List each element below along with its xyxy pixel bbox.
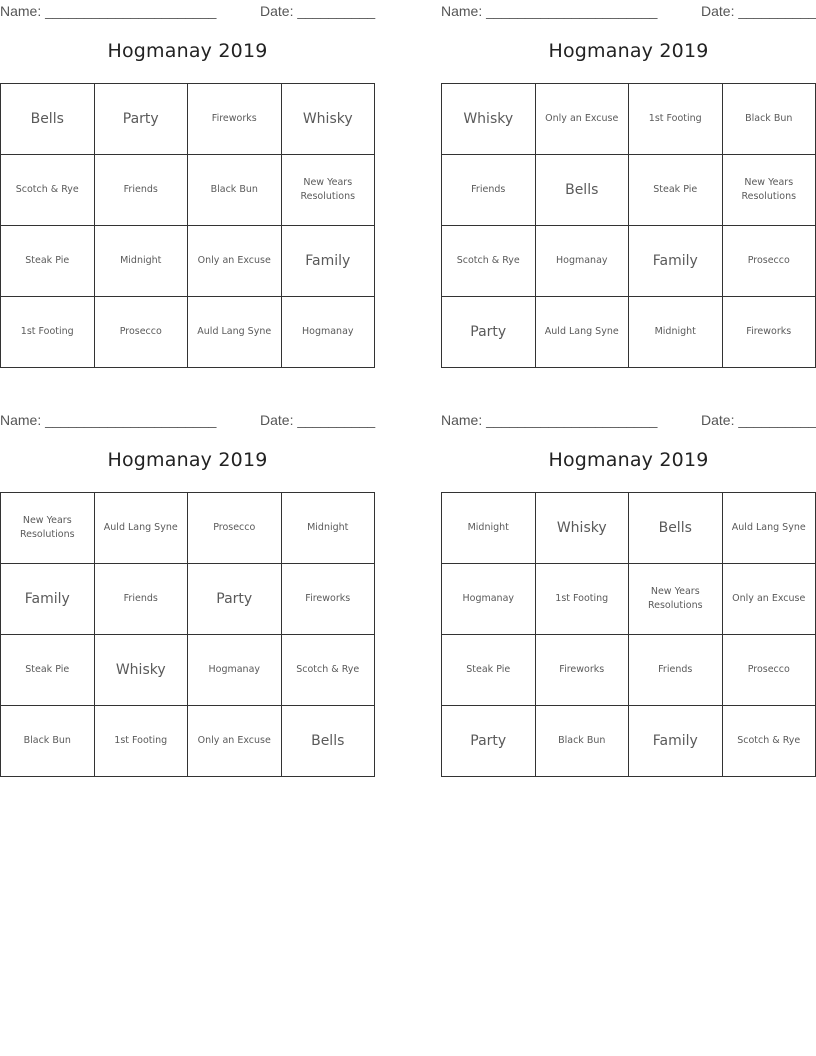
card-title: Hogmanay 2019: [107, 449, 268, 471]
bingo-grid: [0, 83, 375, 368]
bingo-cell: New Years Resolutions: [281, 155, 375, 226]
bingo-cell: New Years Resolutions: [722, 155, 816, 226]
name-field-label: Name: ______________________: [441, 3, 658, 19]
bingo-cell: Midnight: [629, 297, 723, 368]
grid-row: [1, 226, 375, 297]
bingo-cell: Black Bun: [188, 155, 282, 226]
bingo-cell: Only an Excuse: [722, 564, 816, 635]
grid-row: [442, 226, 816, 297]
bingo-cell: Family: [629, 226, 723, 297]
bingo-cell: Family: [1, 564, 95, 635]
grid-row: [1, 155, 375, 226]
bingo-cell: New Years Resolutions: [1, 493, 95, 564]
bingo-grid: [441, 83, 816, 368]
bingo-cell: Friends: [629, 635, 723, 706]
bingo-cell: Hogmanay: [281, 297, 375, 368]
bingo-cell: Scotch & Rye: [442, 226, 536, 297]
bingo-cell: Prosecco: [722, 635, 816, 706]
bingo-cell: Whisky: [281, 84, 375, 155]
bingo-cell: Friends: [94, 564, 188, 635]
bingo-cell: Prosecco: [722, 226, 816, 297]
bingo-cell: Friends: [94, 155, 188, 226]
bingo-cell: Auld Lang Syne: [188, 297, 282, 368]
bingo-cell: Steak Pie: [442, 635, 536, 706]
grid-row: [442, 155, 816, 226]
bingo-cell: Bells: [1, 84, 95, 155]
bingo-cell: Steak Pie: [1, 226, 95, 297]
bingo-cell: Bells: [535, 155, 629, 226]
date-field-label: Date: __________: [701, 3, 816, 19]
bingo-cell: Fireworks: [188, 84, 282, 155]
bingo-cell: Fireworks: [722, 297, 816, 368]
bingo-cell: Prosecco: [94, 297, 188, 368]
grid-row: [442, 84, 816, 155]
date-field-label: Date: __________: [260, 3, 376, 19]
name-field-label: Name: ______________________: [0, 412, 217, 428]
bingo-cell: Only an Excuse: [188, 706, 282, 777]
grid-row: [1, 706, 375, 777]
grid-row: [1, 493, 375, 564]
bingo-cell: Whisky: [94, 635, 188, 706]
bingo-cell: Family: [629, 706, 723, 777]
name-field-label: Name: ______________________: [0, 3, 217, 19]
date-field-label: Date: __________: [260, 412, 376, 428]
bingo-cell: Hogmanay: [188, 635, 282, 706]
bingo-cell: Midnight: [94, 226, 188, 297]
bingo-cell: Black Bun: [722, 84, 816, 155]
bingo-cell: Hogmanay: [535, 226, 629, 297]
grid-row: [442, 706, 816, 777]
name-field-label: Name: ______________________: [441, 412, 658, 428]
bingo-cell: Prosecco: [188, 493, 282, 564]
card-title: Hogmanay 2019: [548, 40, 709, 62]
bingo-cell: Whisky: [442, 84, 536, 155]
bingo-cell: Auld Lang Syne: [535, 297, 629, 368]
bingo-cell: Hogmanay: [442, 564, 536, 635]
grid-row: [442, 297, 816, 368]
bingo-cell: Party: [188, 564, 282, 635]
bingo-cell: Bells: [629, 493, 723, 564]
bingo-cell: Scotch & Rye: [722, 706, 816, 777]
bingo-cell: Whisky: [535, 493, 629, 564]
bingo-grid: [0, 492, 375, 777]
grid-row: [1, 564, 375, 635]
bingo-cell: Steak Pie: [629, 155, 723, 226]
bingo-cell: Party: [442, 297, 536, 368]
bingo-cell: Midnight: [281, 493, 375, 564]
bingo-cell: Only an Excuse: [535, 84, 629, 155]
grid-row: [442, 493, 816, 564]
bingo-cell: 1st Footing: [94, 706, 188, 777]
bingo-cell: Auld Lang Syne: [94, 493, 188, 564]
bingo-cell: 1st Footing: [535, 564, 629, 635]
bingo-cell: Scotch & Rye: [1, 155, 95, 226]
grid-row: [1, 297, 375, 368]
grid-row: [1, 635, 375, 706]
grid-row: [1, 84, 375, 155]
bingo-cell: Fireworks: [535, 635, 629, 706]
bingo-cell: Fireworks: [281, 564, 375, 635]
bingo-cell: Only an Excuse: [188, 226, 282, 297]
bingo-cell: Auld Lang Syne: [722, 493, 816, 564]
bingo-cell: Family: [281, 226, 375, 297]
bingo-grid: [441, 492, 816, 777]
card-title: Hogmanay 2019: [107, 40, 268, 62]
bingo-cell: 1st Footing: [629, 84, 723, 155]
bingo-cell: Black Bun: [1, 706, 95, 777]
bingo-cell: New Years Resolutions: [629, 564, 723, 635]
card-title: Hogmanay 2019: [548, 449, 709, 471]
bingo-cell: Friends: [442, 155, 536, 226]
bingo-cell: Scotch & Rye: [281, 635, 375, 706]
bingo-cell: Black Bun: [535, 706, 629, 777]
bingo-cell: 1st Footing: [1, 297, 95, 368]
bingo-cell: Midnight: [442, 493, 536, 564]
bingo-cell: Party: [442, 706, 536, 777]
grid-row: [442, 635, 816, 706]
grid-row: [442, 564, 816, 635]
bingo-cell: Steak Pie: [1, 635, 95, 706]
bingo-cell: Party: [94, 84, 188, 155]
bingo-cell: Bells: [281, 706, 375, 777]
date-field-label: Date: __________: [701, 412, 816, 428]
